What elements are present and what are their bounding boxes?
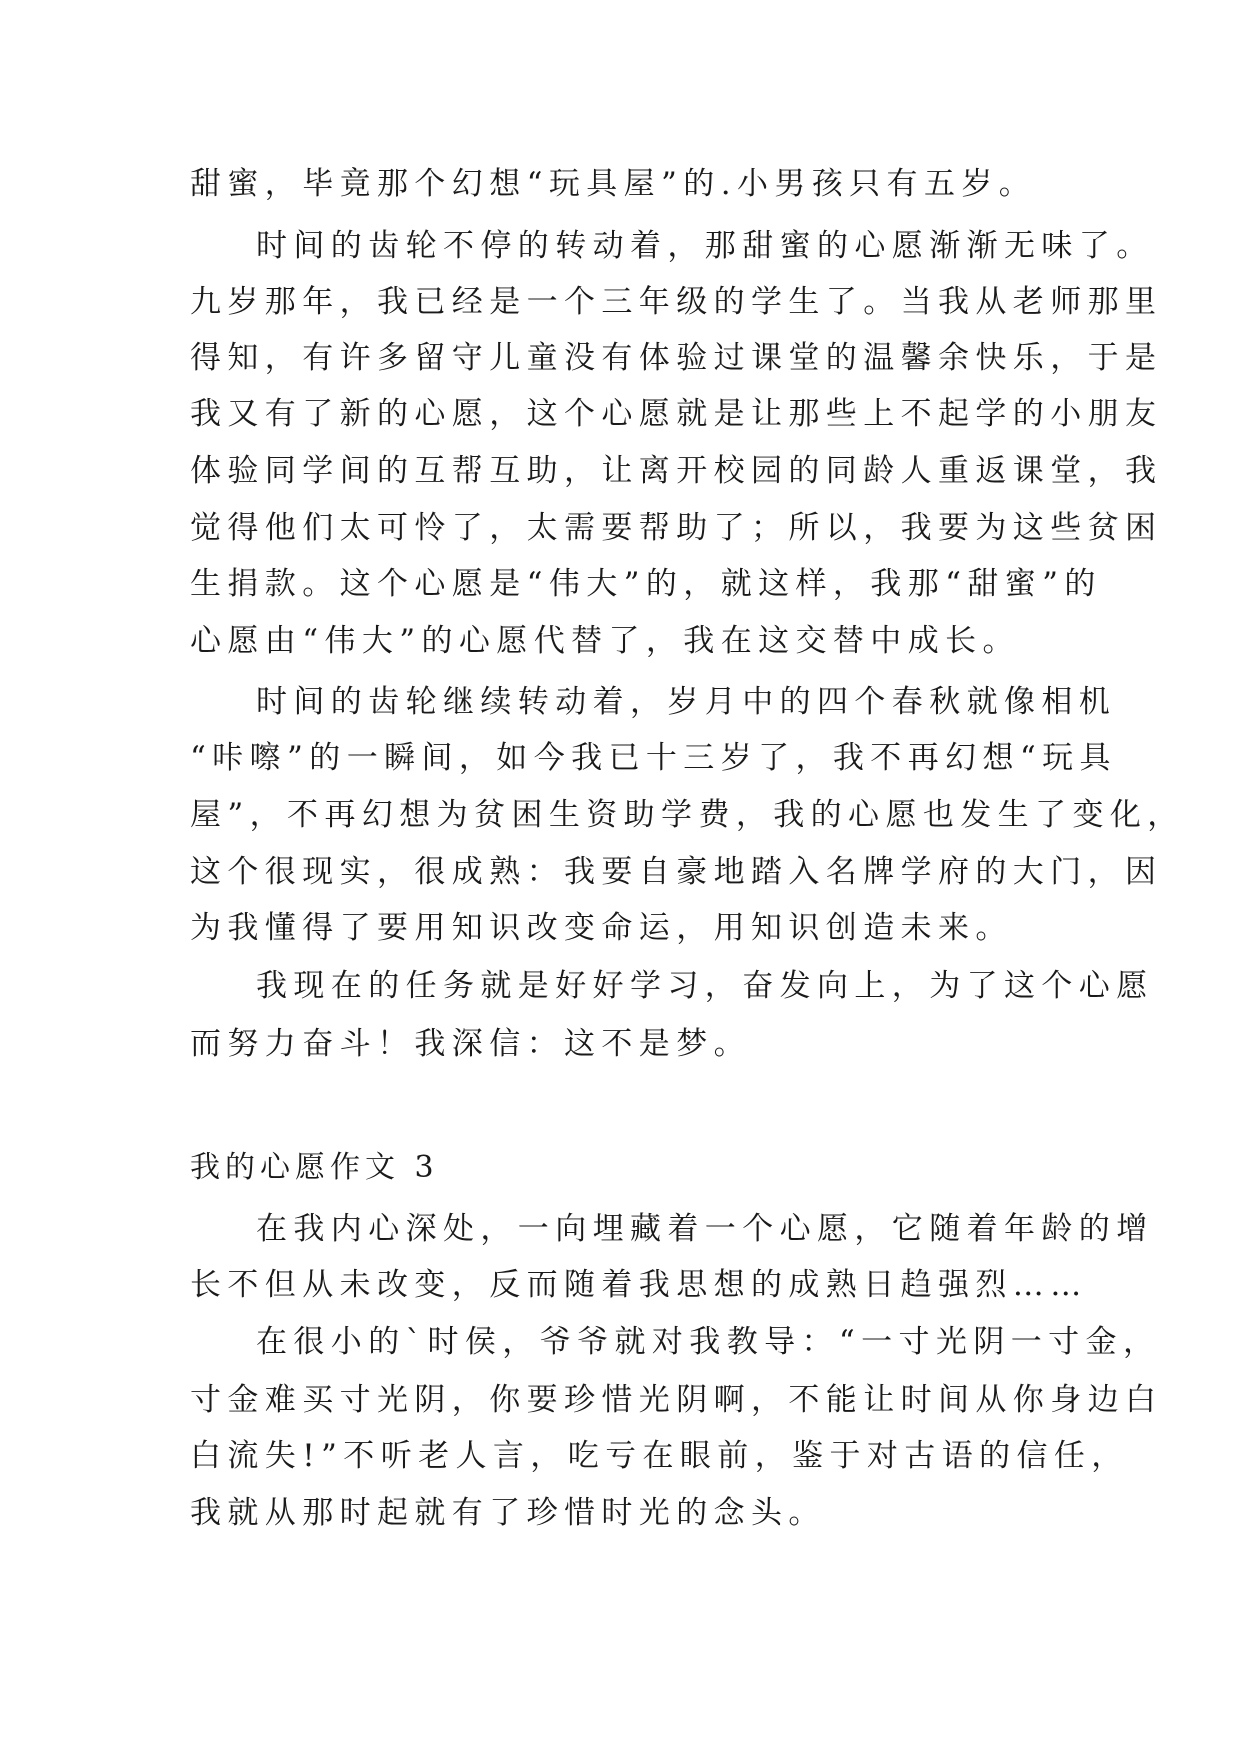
text-line: 得知，有许多留守儿童没有体验过课堂的温馨余快乐，于是 xyxy=(190,340,1163,376)
section-heading: 我的心愿作文 3 xyxy=(190,1150,439,1185)
text-line: 生捐款。这个心愿是“伟大”的，就这样，我那“甜蜜”的 xyxy=(190,566,1102,602)
paragraph-first-line: 在很小的`时侯，爷爷就对我教导：“一寸光阴一寸金， xyxy=(256,1324,1161,1360)
text-line: 寸金难买寸光阴，你要珍惜光阴啊，不能让时间从你身边白 xyxy=(190,1382,1163,1418)
text-line: 九岁那年，我已经是一个三年级的学生了。当我从老师那里 xyxy=(190,284,1163,320)
text-line: 长不但从未改变，反而随着我思想的成熟日趋强烈…… xyxy=(190,1267,1088,1303)
text-line: 觉得他们太可怜了，太需要帮助了；所以，我要为这些贫困 xyxy=(190,510,1163,546)
paragraph-first-line: 在我内心深处，一向埋藏着一个心愿，它随着年龄的增 xyxy=(256,1211,1154,1247)
paragraph-first-line: 我现在的任务就是好好学习，奋发向上，为了这个心愿 xyxy=(256,968,1154,1004)
paragraph-first-line: 时间的齿轮不停的转动着，那甜蜜的心愿渐渐无味了。 xyxy=(256,228,1154,264)
text-line: 为我懂得了要用知识改变命运，用知识创造未来。 xyxy=(190,910,1013,946)
text-line: “咔嚓”的一瞬间，如今我已十三岁了，我不再幻想“玩具 xyxy=(190,740,1117,776)
text-line: 这个很现实，很成熟：我要自豪地踏入名牌学府的大门，因 xyxy=(190,854,1163,890)
text-line: 而努力奋斗！我深信：这不是梦。 xyxy=(190,1026,751,1062)
text-line: 屋”，不再幻想为贫困生资助学费，我的心愿也发生了变化， xyxy=(190,797,1185,833)
text-line: 甜蜜，毕竟那个幻想“玩具屋”的.小男孩只有五岁。 xyxy=(190,166,1037,202)
text-line: 我就从那时起就有了珍惜时光的念头。 xyxy=(190,1495,826,1531)
text-line: 白流失!”不听老人言，吃亏在眼前，鉴于对古语的信任， xyxy=(190,1438,1129,1474)
text-line: 心愿由“伟大”的心愿代替了，我在这交替中成长。 xyxy=(190,623,1020,659)
paragraph-first-line: 时间的齿轮继续转动着，岁月中的四个春秋就像相机 xyxy=(256,684,1117,720)
text-line: 我又有了新的心愿，这个心愿就是让那些上不起学的小朋友 xyxy=(190,396,1163,432)
text-line: 体验同学间的互帮互助，让离开校园的同龄人重返课堂，我 xyxy=(190,453,1163,489)
